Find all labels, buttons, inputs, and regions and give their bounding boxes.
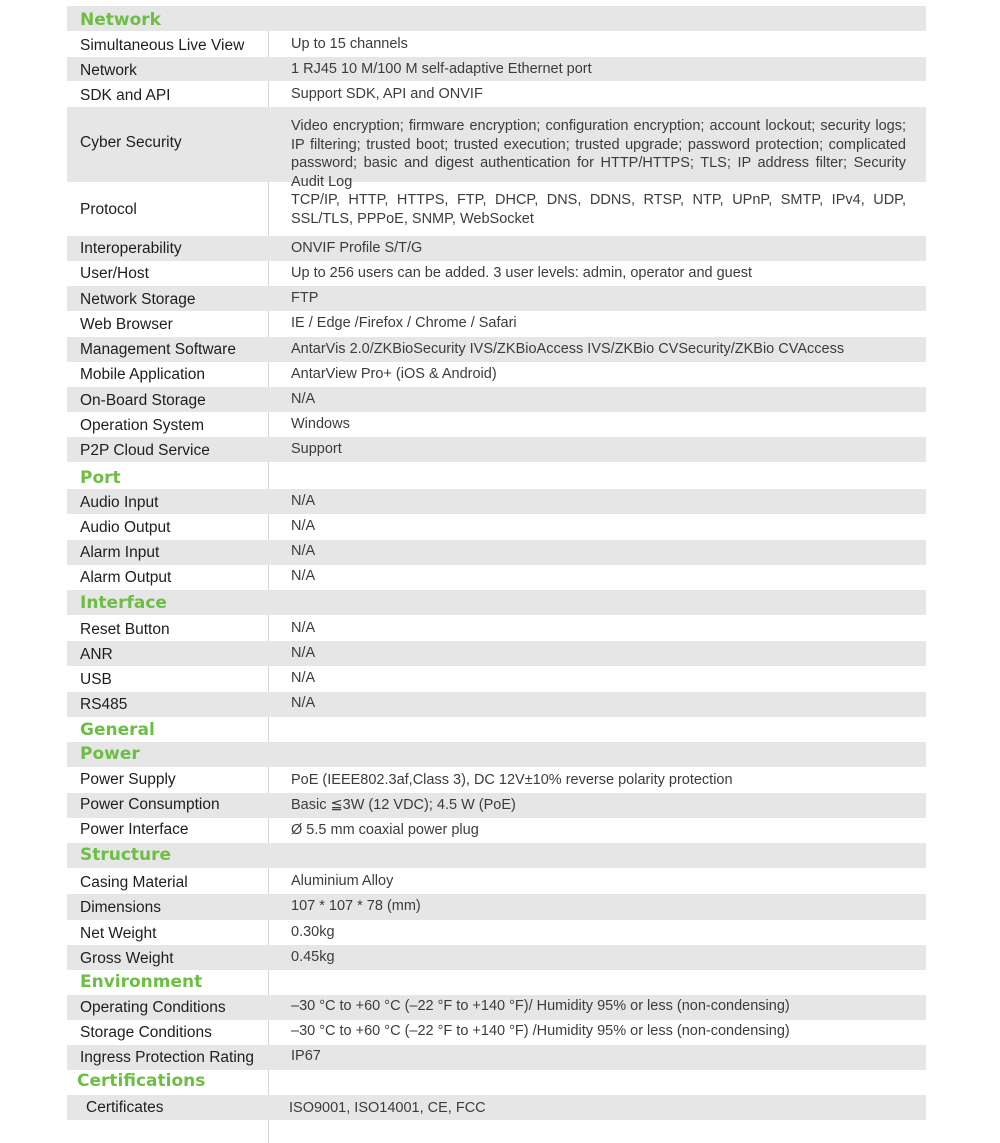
- section-band: [67, 742, 926, 767]
- spec-label: Certificates: [86, 1099, 164, 1116]
- spec-label: Casing Material: [80, 874, 188, 891]
- spec-label: Interoperability: [80, 240, 182, 257]
- section-title: General: [80, 720, 155, 740]
- spec-value: –30 °C to +60 °C (–22 °F to +140 °F) /Humidity 95% or less (non-condensing): [291, 1023, 790, 1039]
- spec-label: Network Storage: [80, 291, 196, 308]
- spec-label: Operation System: [80, 417, 205, 434]
- spec-value: N/A: [291, 391, 316, 407]
- spec-label: Storage Conditions: [80, 1024, 212, 1041]
- spec-value: Basic ≦3W (12 VDC); 4.5 W (PoE): [291, 797, 516, 813]
- section-title: Environment: [80, 972, 203, 992]
- spec-value: FTP: [291, 290, 319, 306]
- spec-value: Up to 256 users can be added. 3 user levels: admin, operator and guest: [291, 265, 753, 281]
- section-band: [67, 6, 926, 31]
- spec-value: 0.30kg: [291, 924, 335, 940]
- spec-label: Alarm Output: [80, 569, 172, 586]
- spec-value: 1 RJ45 10 M/100 M self-adaptive Ethernet port: [291, 61, 592, 77]
- spec-label: On-Board Storage: [80, 392, 206, 409]
- section-band: [67, 590, 926, 615]
- spec-value: Up to 15 channels: [291, 36, 408, 52]
- spec-value: N/A: [291, 543, 316, 559]
- spec-value: N/A: [291, 518, 316, 534]
- spec-label: P2P Cloud Service: [80, 442, 210, 459]
- spec-label: Dimensions: [80, 899, 161, 916]
- spec-value: N/A: [291, 695, 316, 711]
- spec-value: ONVIF Profile S/T/G: [291, 240, 423, 256]
- spec-value: N/A: [291, 670, 316, 686]
- section-title: Certifications: [77, 1071, 206, 1091]
- section-title: Network: [80, 10, 161, 30]
- spec-value: AntarView Pro+ (iOS & Android): [291, 366, 497, 382]
- spec-value: N/A: [291, 568, 316, 584]
- spec-value: AntarVis 2.0/ZKBioSecurity IVS/ZKBioAccess IVS/ZKBio CVSecurity/ZKBio CVAccess: [291, 341, 845, 357]
- section-title: Port: [80, 468, 121, 488]
- spec-label: Reset Button: [80, 621, 170, 638]
- spec-value: PoE (IEEE802.3af,Class 3), DC 12V±10% reverse polarity protection: [291, 772, 733, 788]
- section-band: [67, 843, 926, 868]
- spec-label: Audio Input: [80, 494, 159, 511]
- spec-value: N/A: [291, 645, 316, 661]
- spec-value: TCP/IP, HTTP, HTTPS, FTP, DHCP, DNS, DDNS, RTSP, NTP, UPnP, SMTP, IPv4, UDP, SSL/TLS, PPPoE, SNMP, WebSocket: [291, 192, 906, 227]
- spec-value: IE / Edge /Firefox / Chrome / Safari: [291, 315, 517, 331]
- spec-value: Windows: [291, 416, 350, 432]
- spec-label: SDK and API: [80, 87, 171, 104]
- spec-value: Ø 5.5 mm coaxial power plug: [291, 822, 479, 838]
- column-divider: [268, 31, 269, 1143]
- spec-label: Mobile Application: [80, 366, 205, 383]
- spec-label: Protocol: [80, 201, 137, 218]
- spec-value: N/A: [291, 493, 316, 509]
- spec-value: 107 * 107 * 78 (mm): [291, 898, 421, 914]
- spec-value: Video encryption; firmware encryption; configuration encryption; account lockout; security logs; IP filtering; trusted boot; trusted execution; trusted upgrade; password protection; complicated password; basic and digest authentication for HTTP/HTTPS; TLS; IP address filter; Security Audit Log: [291, 118, 906, 190]
- spec-value: IP67: [291, 1048, 321, 1064]
- spec-value: 0.45kg: [291, 949, 335, 965]
- spec-label: Network: [80, 62, 137, 79]
- spec-value: –30 °C to +60 °C (–22 °F to +140 °F)/ Humidity 95% or less (non-condensing): [291, 998, 790, 1014]
- spec-label: Web Browser: [80, 316, 173, 333]
- spec-label: Cyber Security: [80, 134, 182, 151]
- spec-label: Power Consumption: [80, 796, 220, 813]
- spec-value: ISO9001, ISO14001, CE, FCC: [289, 1100, 486, 1116]
- spec-label: Management Software: [80, 341, 236, 358]
- section-title: Interface: [80, 593, 167, 613]
- spec-value: N/A: [291, 620, 316, 636]
- spec-label: Audio Output: [80, 519, 171, 536]
- section-title: Structure: [80, 845, 172, 865]
- spec-label: Simultaneous Live View: [80, 37, 245, 54]
- spec-label: RS485: [80, 696, 128, 713]
- spec-label: Power Interface: [80, 821, 189, 838]
- spec-value: Support: [291, 441, 342, 457]
- spec-value: Aluminium Alloy: [291, 873, 394, 889]
- spec-label: Operating Conditions: [80, 999, 226, 1016]
- spec-label: User/Host: [80, 265, 149, 282]
- spec-label: Gross Weight: [80, 950, 174, 967]
- spec-label: Ingress Protection Rating: [80, 1049, 255, 1066]
- spec-label: Power Supply: [80, 771, 176, 788]
- spec-label: ANR: [80, 646, 113, 663]
- spec-label: Alarm Input: [80, 544, 160, 561]
- section-title: Power: [80, 744, 140, 764]
- spec-label: Net Weight: [80, 925, 157, 942]
- spec-label: USB: [80, 671, 112, 688]
- spec-value: Support SDK, API and ONVIF: [291, 86, 483, 102]
